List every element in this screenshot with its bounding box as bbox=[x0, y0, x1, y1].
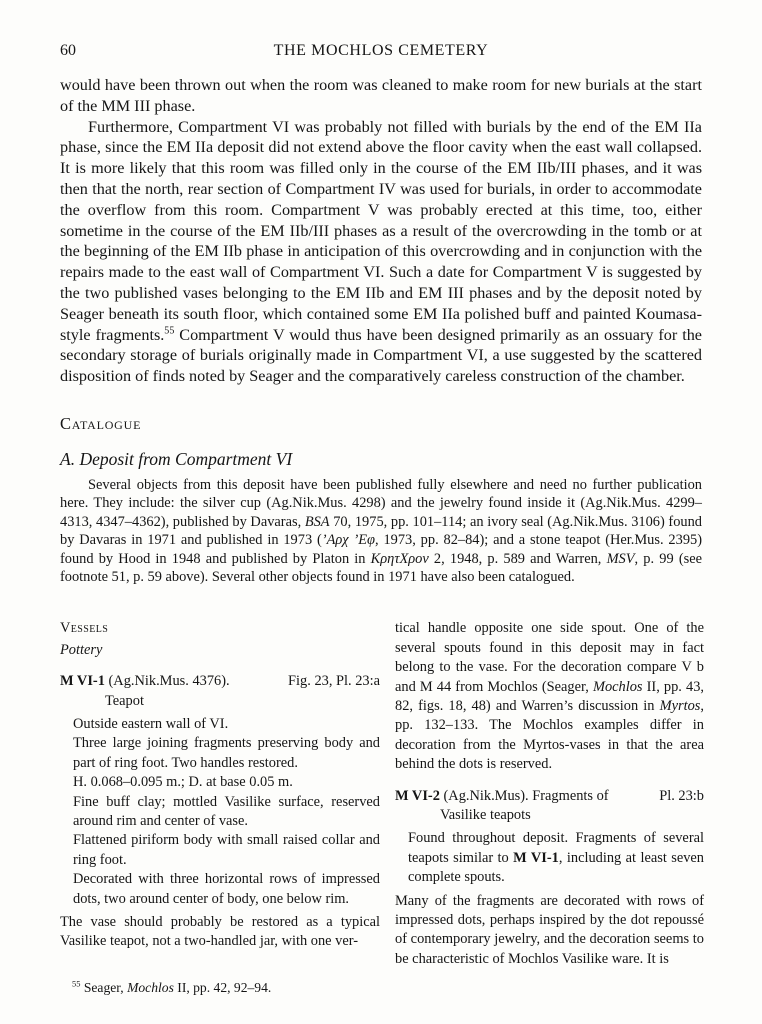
entry-plate-ref: Pl. 23:b bbox=[659, 787, 704, 804]
discussion-paragraph-continued: tical handle opposite one side spout. One of the several spouts found in this deposit may in fact belong to the vase. For the decoration compare V b and M 44 from Mochlos (Seager, Mochlos II, pp. 43, 82, figs. 18, 48) and Warren’s discussion in Myrtos, pp. 132–133. The Mochlos examples differ in decoration from the Myrtos-vases in that the area behind the dots is reserved. bbox=[395, 620, 705, 773]
entry-object-name: Teapot bbox=[105, 692, 144, 709]
entry-object-name: Vasilike teapots bbox=[440, 807, 531, 824]
entry-id: M VI-1 (Ag.Nik.Mus. 4376). bbox=[60, 673, 230, 690]
discussion-paragraph: Many of the fragments are decorated with rows of impressed dots, perhaps inspired by the dot repoussé of contemporary jewelry, and the decoration seems to be characteristic of Mochlos Vasilike ware. It is bbox=[395, 892, 704, 967]
paragraph-continued: would have been thrown out when the room was cleaned to make room for new burials at the start of the MM III phase. bbox=[60, 76, 702, 115]
discussion-paragraph: The vase should probably be restored as a typical Vasilike teapot, not a two-handled jar, with one ver- bbox=[60, 914, 380, 950]
description-paragraph: Flattened piriform body with small raised collar and ring foot. bbox=[73, 832, 380, 868]
page-number: 60 bbox=[60, 42, 76, 59]
description-paragraph: Fine buff clay; mottled Vasilike surface, reserved around rim and center of vase. bbox=[73, 793, 380, 830]
entry-id: M VI-2 (Ag.Nik.Mus). Fragments of bbox=[395, 787, 609, 804]
entry-figure-plate-ref: Fig. 23, Pl. 23:a bbox=[288, 673, 380, 690]
description-paragraph: H. 0.068–0.095 m.; D. at base 0.05 m. bbox=[73, 774, 293, 791]
catalogue-intro: Several objects from this deposit have been published fully elsewhere and need no further publication here. They include: the silver cup (Ag.Nik.Mus. 4298) and the jewelry found inside it (Ag.Nik.Mus. 4299–4313, 4347–4362), published by Davaras, BSA 70, 1975, pp. 101–114; an ivory seal (Ag.Nik.Mus. 3106) found by Davaras in 1971 and published in 1973 (’Αρχ ’Εφ, 1973, pp. 82–84); and a stone teapot (Her.Mus. 2395) found by Hood in 1948 and published by Platon in ΚρητΧρον 2, 1948, p. 589 and Warren, MSV, p. 99 (see footnote 51, p. 59 above). Several other objects found in 1971 have also been catalogued. bbox=[60, 476, 703, 585]
footnote-55: $^{55}$ Seager, Mochlos II, pp. 42, 92–94. bbox=[72, 978, 272, 995]
left-column bbox=[60, 619, 380, 996]
running-head: THE MOCHLOS CEMETERY bbox=[273, 42, 489, 59]
pottery-subheading: Pottery bbox=[60, 641, 103, 658]
entry-description bbox=[408, 829, 704, 887]
page-header bbox=[60, 0, 702, 64]
body-text bbox=[60, 75, 702, 387]
description-paragraph: Outside eastern wall of VI. bbox=[73, 716, 229, 733]
right-column bbox=[395, 619, 704, 996]
entry-description bbox=[73, 715, 380, 909]
entry-header bbox=[395, 787, 704, 806]
vessels-heading: Vessels bbox=[60, 620, 109, 637]
catalogue-heading: Catalogue bbox=[60, 413, 142, 433]
description-paragraph: Three large joining fragments preserving body and part of ring foot. Two handles restored. bbox=[73, 735, 380, 771]
catalogue-entry-m-vi-2 bbox=[395, 787, 704, 970]
description-paragraph: Found throughout deposit. Fragments of several teapots similar to M VI-1, including at least seven complete spouts. bbox=[408, 830, 704, 886]
section-heading: A. Deposit from Compartment VI bbox=[60, 448, 293, 469]
catalogue-columns bbox=[60, 619, 705, 996]
catalogue-entry-m-vi-1 bbox=[60, 672, 380, 952]
entry-header bbox=[60, 672, 380, 691]
description-paragraph: Decorated with three horizontal rows of impressed dots, two around center of body, one below rim. bbox=[73, 871, 380, 907]
paragraph: Furthermore, Compartment VI was probably not filled with burials by the end of the EM IIa phase, since the EM IIa deposit did not extend above the floor cavity when the east wall collapsed. It is more likely that this room was filled only in the course of the EM IIb/III phases, and it was then that the north, rear section of Compartment IV was used for burials, in order to accommodate the overflow from this room. Compartment V was probably erected at this time, too, either sometime in the course of the EM IIb/III phases as a result of the overcrowding in the tomb or at the beginning of the EM IIb phase in anticipation of this overcrowding and in conjunction with the repairs made to the east wall of Compartment VI. Such a date for Compartment V is suggested by the two published vases belonging to the EM IIb and EM III phases and by the deposit noted by Seager beneath its south floor, which contained some EM IIa polished buff and painted Koumasa-style fragments.$^{55}$ Compartment V would thus have been designed primarily as an ossuary for the secondary storage of burials originally made in Compartment VI, a use suggested by the scattered disposition of finds noted by Seager and the comparatively careless construction of the chamber. bbox=[60, 117, 702, 386]
